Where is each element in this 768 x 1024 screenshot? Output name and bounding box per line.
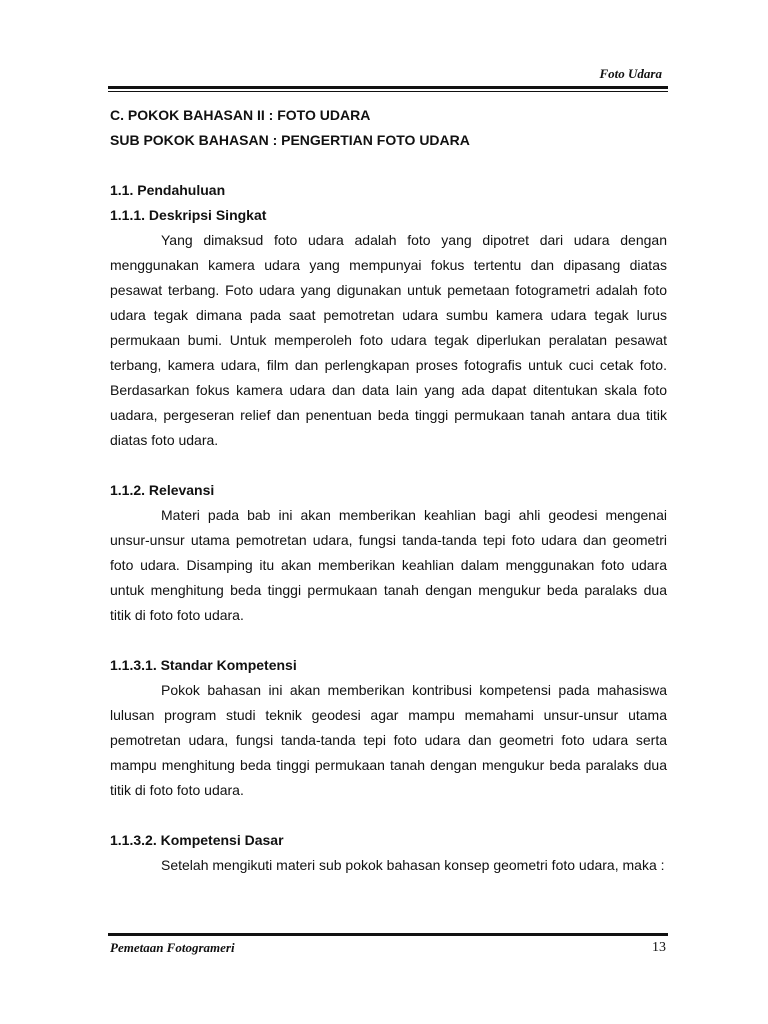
paragraph-relevansi: Materi pada bab ini akan memberikan keahlian bagi ahli geodesi mengenai unsur-unsur utama pemotretan udara, fungsi tanda-tanda tepi foto udara dan geometri foto udara. Disamping itu akan memberikan keahlian dalam menggunakan foto udara untuk menghitung beda tinggi permukaan tanah dengan mengukur beda paralaks dua titik di foto foto udara. — [110, 507, 667, 623]
section-heading-deskripsi: 1.1.1. Deskripsi Singkat — [110, 207, 267, 223]
running-header-title: Foto Udara — [599, 66, 662, 81]
page-number: 13 — [652, 940, 666, 955]
chapter-heading: C. POKOK BAHASAN II : FOTO UDARA — [110, 107, 371, 123]
header-rule-thick — [108, 86, 668, 89]
section-heading-relevansi: 1.1.2. Relevansi — [110, 482, 215, 498]
paragraph-deskripsi: Yang dimaksud foto udara adalah foto yang dipotret dari udara dengan menggunakan kamera udara yang mempunyai fokus tertentu dan dipasang diatas pesawat terbang. Foto udara yang digunakan untuk pemetaan fotogrametri adalah foto udara tegak dimana pada saat pemotretan udara sumbu kamera udara tegak lurus permukaan bumi. Untuk memperoleh foto udara tegak diperlukan peralatan pesawat terbang, kamera udara, film dan perlengkapan proses fotografis untuk cuci cetak foto. Berdasarkan fokus kamera udara dan data lain yang ada dapat ditentukan skala foto uadara, pergeseran relief dan penentuan beda tinggi permukaan tanah antara dua titik diatas foto udara. — [110, 232, 667, 448]
paragraph-kompetensi-dasar: Setelah mengikuti materi sub pokok bahasan konsep geometri foto udara, maka : — [161, 857, 665, 873]
paragraph-standar-kompetensi: Pokok bahasan ini akan memberikan kontribusi kompetensi pada mahasiswa lulusan program studi teknik geodesi agar mampu memahami unsur-unsur utama pemotretan udara, fungsi tanda-tanda tepi foto udara dan geometri foto udara serta mampu menghitung beda tinggi permukaan tanah dengan mengukur beda paralaks dua titik di foto foto udara. — [110, 682, 667, 798]
section-heading-pendahuluan: 1.1. Pendahuluan — [110, 182, 226, 198]
page-body — [110, 103, 667, 878]
sub-chapter-heading: SUB POKOK BAHASAN : PENGERTIAN FOTO UDARA — [110, 132, 470, 148]
section-heading-kompetensi-dasar: 1.1.3.2. Kompetensi Dasar — [110, 832, 284, 848]
section-heading-standar-kompetensi: 1.1.3.1. Standar Kompetensi — [110, 657, 297, 673]
header-rule-thin — [108, 91, 668, 92]
running-footer-title: Pemetaan Fotogrameri — [110, 940, 235, 955]
footer-rule-thick — [108, 933, 668, 936]
